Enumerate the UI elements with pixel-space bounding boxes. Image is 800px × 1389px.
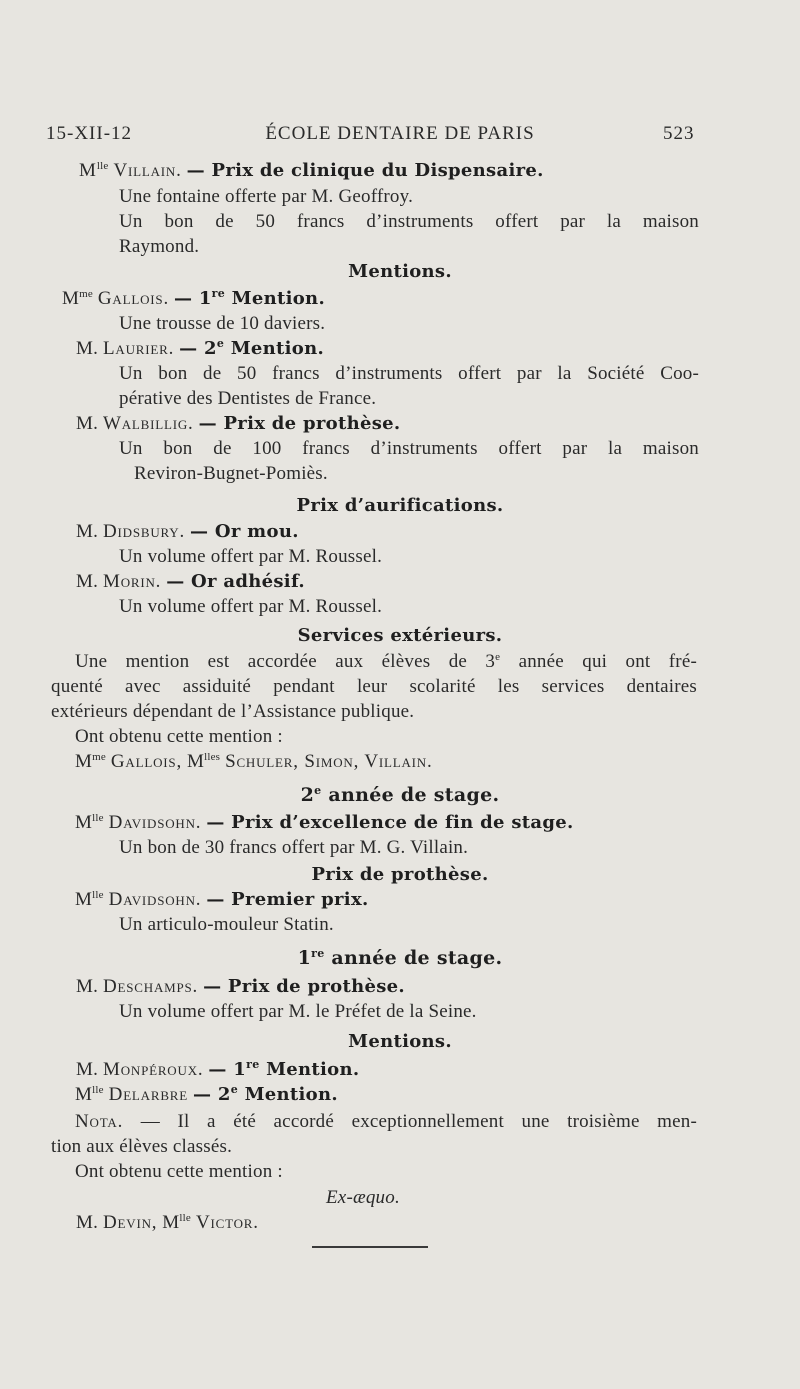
prize-description: Une trousse de 10 daviers. [119, 313, 326, 334]
mention-text: Mention. [224, 338, 325, 359]
paragraph-line: extérieurs dépendant de l’Assistance publique. [51, 701, 415, 722]
student-name: Gallois. [97, 288, 169, 309]
sup: e [314, 784, 322, 797]
honorific: $M^{lle}$ [79, 160, 109, 181]
honorific: M. [76, 976, 99, 997]
prize-name: — Or adhésif. [166, 571, 305, 592]
honorific: $M^{lle}$ [162, 1212, 191, 1233]
honorific: $M^{lle}$ [75, 889, 104, 910]
nota-line: Ont obtenu cette mention : [75, 1161, 283, 1182]
mention-text: Mention. [225, 288, 326, 309]
text: année de stage. [324, 947, 503, 969]
prize-description: Un bon de 50 francs d’instruments offert par la Société Coo- [119, 363, 699, 384]
header-title: ÉCOLE DENTAIRE DE PARIS [265, 123, 535, 144]
mention-sup: e [216, 337, 225, 350]
honorific: $M^{lle}$ [75, 812, 104, 833]
prize-description: Un volume offert par M. le Préfet de la Seine. [119, 1001, 477, 1022]
mention-label [193, 1084, 338, 1105]
student-name: Monpéroux. [103, 1059, 204, 1080]
student-name: Deschamps. [103, 976, 199, 997]
honorific: M. [76, 1212, 99, 1233]
paragraph-line: quenté avec assiduité pendant leur scolarité les services dentaires [51, 676, 697, 697]
mention-text: Mention. [238, 1084, 338, 1105]
exaequo-label: Ex-æquo. [326, 1187, 400, 1208]
prize-description: Un volume offert par M. Roussel. [119, 546, 383, 567]
honorific: M. [76, 571, 99, 592]
entry-monperoux [76, 1058, 359, 1082]
prize-description: pérative des Dentistes de France. [119, 388, 377, 409]
text: Une mention est accordée aux élèves de 3 [75, 651, 496, 672]
entry-gallois [62, 287, 325, 311]
entry-davidsohn [75, 811, 574, 835]
prize-name: — Prix de prothèse. [198, 413, 401, 434]
section-heading: Mentions. [348, 1031, 452, 1052]
honorific: M. [76, 413, 99, 434]
section-heading [0, 783, 800, 807]
student-name: Walbillig. [103, 413, 194, 434]
mention-label: — 1re Mention. [173, 287, 326, 309]
names-list [75, 750, 433, 774]
honorific: $M^{me}$ [75, 751, 106, 772]
entry-deschamps [76, 975, 405, 999]
mention-label [208, 1059, 359, 1080]
prize-description: Reviron-Bugnet-Pomiès. [134, 463, 328, 484]
student-name: Morin. [103, 571, 162, 592]
mention-sup: re [246, 1058, 260, 1071]
section-heading: Prix d’aurifications. [296, 495, 504, 516]
mention-sup: e [230, 1083, 238, 1096]
section-heading: Services extérieurs. [297, 625, 503, 646]
entry-villain [79, 159, 544, 183]
sup: re [311, 947, 325, 960]
student-name: Devin, [103, 1212, 158, 1233]
sup: e [495, 651, 501, 663]
prize-name: — Prix d’excellence de fin de stage. [206, 812, 574, 833]
final-names [76, 1211, 259, 1235]
mention-number: — 1 [208, 1059, 247, 1080]
number: 2 [300, 784, 315, 806]
section-heading: Mentions. [348, 261, 452, 282]
nota-line [75, 1110, 697, 1134]
prize-name: — Premier prix. [206, 889, 369, 910]
section-heading: Prix de prothèse. [311, 864, 489, 885]
entry-morin [76, 570, 305, 594]
student-name: Gallois, [110, 751, 182, 772]
number: 1 [297, 947, 312, 969]
entry-davidsohn-2 [75, 888, 369, 912]
student-name: Didsbury. [103, 521, 186, 542]
mention-number: 2 [203, 338, 217, 359]
prize-description: Raymond. [119, 236, 200, 257]
mention-label: — 2e Mention. [179, 337, 325, 359]
closing-rule [312, 1246, 428, 1248]
entry-laurier [76, 337, 324, 361]
entry-delarbre [75, 1083, 338, 1107]
honorific: M. [76, 338, 99, 359]
entry-didsbury [76, 520, 299, 544]
text: année de stage. [321, 784, 500, 806]
honorific-sup-visible: lle [96, 160, 109, 172]
entry-walbillig [76, 412, 401, 436]
prize-description: Un bon de 100 francs d’instruments offert par la maison [119, 438, 699, 459]
prize-description: Un volume offert par M. Roussel. [119, 596, 383, 617]
paragraph-line [75, 650, 697, 674]
mention-sup: re [211, 287, 226, 300]
header-date: 15-XII-12 [46, 123, 133, 144]
prize-description: Une fontaine offerte par M. Geoffroy. [119, 186, 414, 207]
section-heading [0, 946, 800, 970]
prize-description: Un bon de 30 francs offert par M. G. Villain. [119, 837, 469, 858]
honorific: $M^{lles}$ [186, 751, 221, 772]
nota-line: tion aux élèves classés. [51, 1136, 233, 1157]
honorific: M. [76, 521, 99, 542]
mention-number: 1 [198, 288, 212, 309]
honorific: $M^{me}$ [62, 288, 93, 309]
paragraph-line: Ont obtenu cette mention : [75, 726, 283, 747]
prize-name: — Or mou. [189, 521, 299, 542]
student-name: Davidsohn. [108, 889, 202, 910]
text: année qui ont fré- [500, 651, 697, 672]
student-name: Delarbre [108, 1084, 189, 1105]
page-number: 523 [663, 123, 695, 144]
student-name: Villain. [113, 160, 182, 181]
nota-label: Nota. [75, 1111, 124, 1132]
prize-name: — Prix de prothèse. [203, 976, 405, 997]
prize-name: — Prix de clinique du Dispensaire. [186, 160, 544, 181]
student-name: Schuler, Simon, Villain. [225, 751, 433, 772]
prize-description: Un bon de 50 francs d’instruments offert par la maison [119, 211, 699, 232]
mention-text: Mention. [259, 1059, 360, 1080]
honorific: $M^{lle}$ [75, 1084, 104, 1105]
student-name: Davidsohn. [108, 812, 202, 833]
text: — Il a été accordé exceptionnellement une troisième men- [140, 1111, 697, 1132]
student-name: Laurier. [103, 338, 175, 359]
mention-number: — 2 [192, 1084, 231, 1105]
honorific: M. [76, 1059, 99, 1080]
prize-description: Un articulo-mouleur Statin. [119, 914, 334, 935]
student-name: Victor. [195, 1212, 259, 1233]
